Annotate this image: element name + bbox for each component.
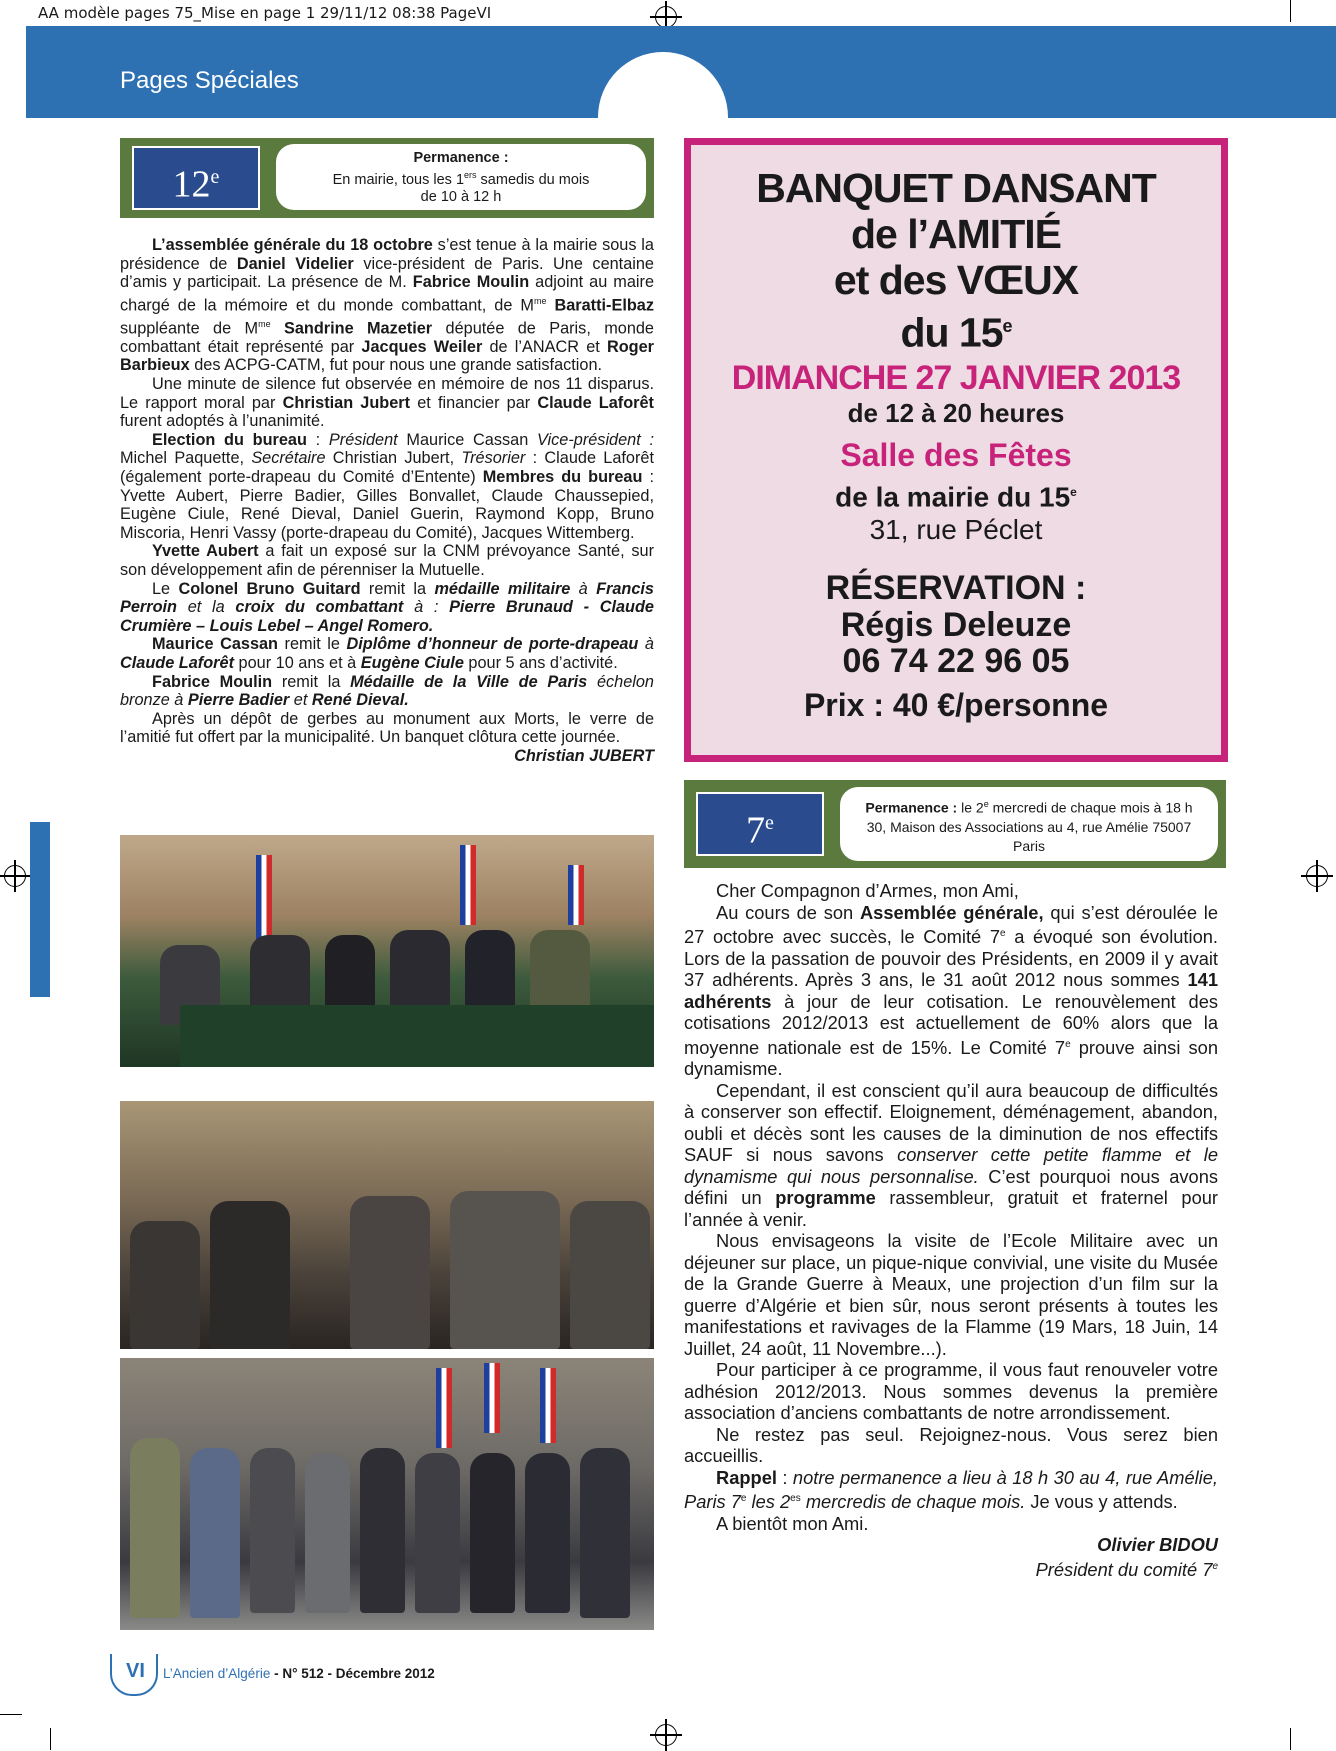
- person-figure: [305, 1453, 350, 1613]
- registration-mark-top: [655, 6, 677, 28]
- flag: [460, 845, 476, 925]
- banquet-announcement: [684, 138, 1228, 762]
- flag: [484, 1363, 500, 1433]
- person-figure: [525, 1453, 570, 1613]
- banquet-reservation-phone: 06 74 22 96 05: [842, 641, 1070, 680]
- crop-mark: [0, 1714, 22, 1715]
- banquet-hours: de 12 à 20 heures: [847, 397, 1065, 428]
- person-figure: [465, 930, 515, 1010]
- person-figure: [190, 1448, 240, 1618]
- registration-mark-left: [4, 865, 26, 887]
- registration-mark-bottom: [655, 1724, 677, 1746]
- person-figure: [530, 930, 590, 1010]
- banquet-venue: Salle des Fêtes: [840, 436, 1072, 473]
- publication-line: L’Ancien d’Algérie - N° 512 - Décembre 2012: [163, 1666, 435, 1681]
- section-7-signature-name: Olivier BIDOU: [1097, 1534, 1218, 1556]
- flag: [256, 855, 272, 945]
- person-figure: [210, 1201, 290, 1349]
- person-figure: [130, 1221, 200, 1349]
- banquet-venue-detail: de la mairie du 15e: [835, 480, 1077, 512]
- person-figure: [130, 1438, 180, 1618]
- person-figure: [325, 935, 375, 1015]
- section-7-article: Cher Compagnon d’Armes, mon Ami, Au cours de son Assemblée générale, qui s’est déroulée le 27 octobre avec succès, le Comité 7e a évoqué son évolution. Lors de la passation de pouvoir des Présidents, en 2009 il y avait 37 adhérents. Après 3 ans, le 31 août 2012 nous sommes 141 adhérents à jour de leur cotisation. Le renouvèlement des cotisations 2012/2013 est actuellement de 60% alors que la moyenne nationale est de 15%. Le Comité 7e prouve ainsi son dynamisme. Cependant, il est conscient qu’il aura beaucoup de difficultés à conserver son effectif. Eloignement, déménagement, abandon, oubli et décès sont les causes de la diminution de nos effectifs SAUF si nous savons conserver cette petite flamme et le dynamisme qui nous personnalise. C’est pourquoi nous avons défini un programme rassembleur, gratuit et fraternel pour l’année à venir. Nous envisageons la visite de l’Ecole Militaire avec un déjeuner sur place, un pique-nique convivial, une visite du Musée de la Grande Guerre à Meaux, une projection d’un film sur la guerre d’Algérie et bien sûr, nous seront présents à toutes les manifestations et ravivages de la Flamme (19 Mars, 18 Juin, 14 Juillet, 24 août, 11 Novembre...). Pour participer à ce programme, il vous faut renouveler votre adhésion 2012/2013. Nous sommes devenus la première association d’anciens combattants de notre arrondissement. Ne restez pas seul. Rejoignez-nous. Vous serez bien accueillis. Rappel : notre permanence a lieu à 18 h 30 au 4, rue Amélie, Paris 7e les $2^{es}$ mercredis de chaque mois. Je vous y attends. A bientôt mon Ami. Olivier BIDOU Président du comité 7e: [684, 880, 1218, 1580]
- photo-assembly-audience: [120, 1101, 654, 1349]
- section-12-article: L’assemblée générale du 18 octobre s’est tenue à la mairie sous la présidence de Daniel Videlier vice-président de Paris. Une centaine d’amis y participait. La présence de M. Fabrice Moulin adjoint au maire chargé de la mémoire et du monde combattant, de $M^{me}$ Baratti-Elbaz suppléante de $M^{me}$ Sandrine Mazetier députée de Paris, monde combattant était représenté par Jacques Weiler de l’ANACR et Roger Barbieux des ACPG-CATM, fut pour nous une grande satisfaction. Une minute de silence fut observée en mémoire de nos 11 disparus. Le rapport moral par Christian Jubert et financier par Claude Laforêt furent adoptés à l’unanimité. Election du bureau : Président Maurice Cassan Vice-président : Michel Paquette, Secrétaire Christian Jubert, Trésorier : Claude Laforêt (également porte-drapeau du Comité d’Entente) Membres du bureau : Yvette Aubert, Pierre Badier, Gilles Bonvallet, Claude Chaussepied, Eugène Ciule, René Dieval, Daniel Guerin, Raymond Kopp, Bruno Miscoria, Henri Vassy (porte-drapeau du Comité), Jacques Wittemberg. Yvette Aubert a fait un exposé sur la CNM prévoyance Santé, sur son développement afin de pérenniser la Mutuelle. Le Colonel Bruno Guitard remit la médaille militaire à Francis Perroin et la croix du combattant à : Pierre Brunaud - Claude Crumière – Louis Lebel – Angel Romero. Maurice Cassan remit le Diplôme d’honneur de porte-drapeau à Claude Laforêt pour 10 ans et à Eugène Ciule pour 5 ans d’activité. Fabrice Moulin remit la Médaille de la Ville de Paris échelon bronze à Pierre Badier et René Dieval. Après un dépôt de gerbes au monument aux Morts, le verre de l’amitié fut offert par la municipalité. Un banquet clôtura cette journée. Christian JUBERT: [120, 236, 654, 765]
- person-figure: [415, 1453, 460, 1613]
- section-7-signature-title: Président du comité 7e: [1035, 1558, 1218, 1580]
- slug-line: AA modèle pages 75_Mise en page 1 29/11/12 08:38 PageVI: [38, 4, 492, 22]
- banquet-title-1: BANQUET DANSANT: [756, 165, 1156, 211]
- section-7-permanence: Permanence : le 2e mercredi de chaque mois à 18 h 30, Maison des Associations au 4, rue Amélie 75007 Paris: [840, 787, 1218, 861]
- person-figure: [350, 1196, 430, 1349]
- crop-mark: [50, 1728, 51, 1750]
- section-12-header: [120, 138, 654, 218]
- person-figure: [450, 1191, 560, 1349]
- banquet-address: 31, rue Péclet: [869, 513, 1043, 545]
- crop-mark: [1290, 1728, 1291, 1750]
- banquet-reservation-name: Régis Deleuze: [840, 605, 1072, 644]
- table-cloth: [180, 1005, 654, 1067]
- photo-assembly-table: [120, 835, 654, 1067]
- person-figure: [250, 1448, 295, 1613]
- section-7-header: [684, 780, 1226, 868]
- flag: [436, 1368, 452, 1448]
- flag: [540, 1368, 556, 1443]
- photo-group-steps: [120, 1358, 654, 1630]
- person-figure: [390, 930, 450, 1015]
- page-number: VI: [126, 1660, 145, 1682]
- banquet-title-4: du 15e: [900, 309, 1012, 356]
- person-figure: [580, 1448, 630, 1618]
- registration-mark-right: [1306, 865, 1328, 887]
- section-7-number: 7e: [696, 792, 824, 856]
- crop-mark: [1290, 0, 1291, 22]
- section-title: Pages Spéciales: [120, 67, 299, 94]
- person-figure: [470, 1453, 515, 1613]
- banquet-title-3: et des VŒUX: [833, 257, 1079, 303]
- section-12-signature: Christian JUBERT: [514, 746, 654, 765]
- banquet-date: DIMANCHE 27 JANVIER 2013: [731, 358, 1181, 397]
- section-12-number: 12e: [132, 146, 260, 210]
- person-figure: [570, 1201, 650, 1349]
- banquet-title-2: de l’AMITIÉ: [851, 211, 1061, 257]
- person-figure: [360, 1448, 405, 1613]
- side-tab: [30, 822, 50, 997]
- banquet-price: Prix : 40 €/personne: [803, 686, 1109, 723]
- flag: [568, 865, 584, 925]
- banquet-reservation-title: RÉSERVATION :: [825, 568, 1087, 607]
- section-12-permanence: Permanence : En mairie, tous les 1ers samedis du mois de 10 à 12 h: [276, 144, 646, 210]
